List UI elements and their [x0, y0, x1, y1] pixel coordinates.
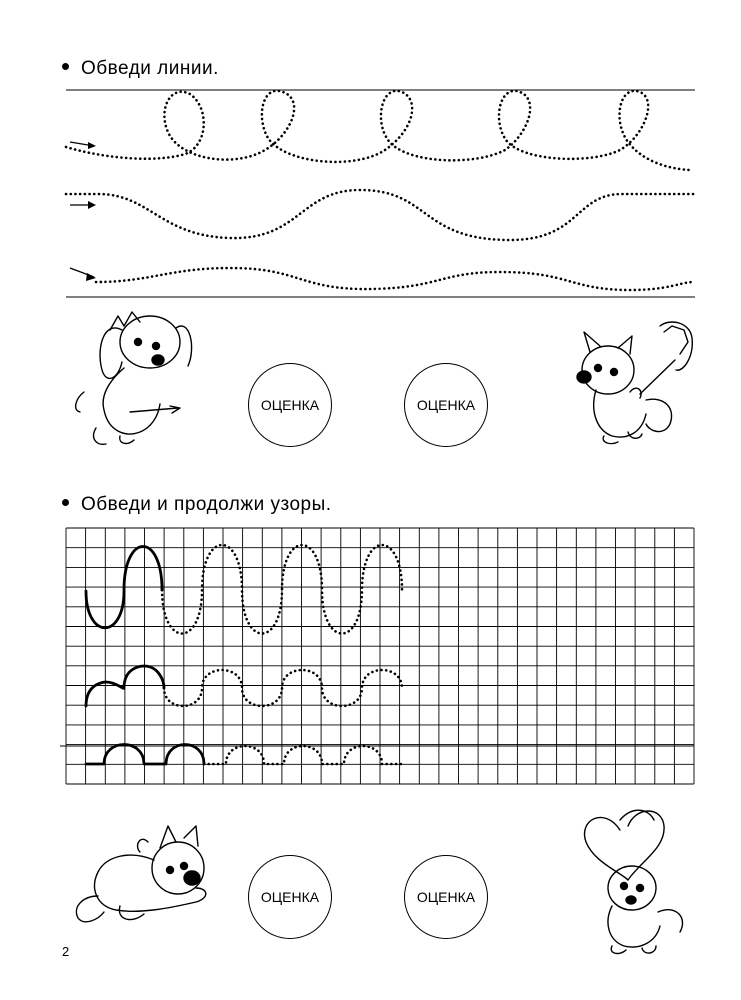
grade-circle[interactable]	[404, 855, 488, 939]
bunny-with-heart-icon	[585, 810, 683, 953]
grade-label: ОЦЕНКА	[260, 397, 320, 413]
task1-title: Обведи линии.	[81, 58, 219, 79]
grade-label: ОЦЕНКА	[260, 889, 320, 905]
task2-title: Обведи и продолжи узоры.	[81, 494, 332, 515]
grade-circle[interactable]	[248, 855, 332, 939]
grade-label: ОЦЕНКА	[416, 397, 476, 413]
grade-label: ОЦЕНКА	[416, 889, 476, 905]
page-number: 2	[62, 944, 70, 959]
